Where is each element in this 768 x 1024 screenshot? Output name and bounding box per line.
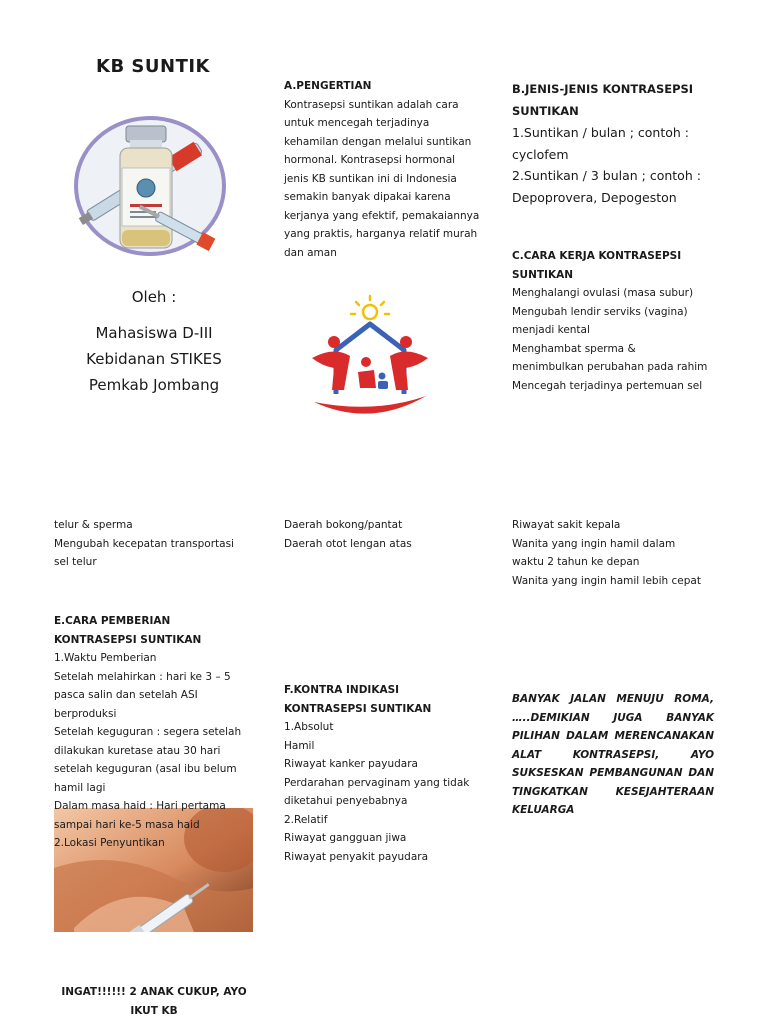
section-a-heading: A.PENGERTIAN: [284, 80, 372, 92]
section-a-line: hormonal. Kontrasepsi hormonal: [284, 154, 456, 166]
section-f-line: Perdarahan pervaginam yang tidak: [284, 776, 470, 789]
section-b-heading: B.JENIS-JENIS KONTRASEPSI: [512, 82, 694, 96]
section-e-line: sampai hari ke-5 masa haid: [54, 818, 200, 831]
section-f-heading: F.KONTRA INDIKASI: [284, 684, 400, 696]
author-line: Kebidanan STIKES: [86, 350, 222, 368]
section-a-line: kehamilan dengan melalui suntikan: [284, 135, 472, 148]
section-f-line: 2.Relatif: [284, 813, 328, 826]
section-b-line: cyclofem: [512, 146, 569, 162]
section-b-line: Depoprovera, Depogeston: [512, 189, 677, 205]
author-block: [54, 284, 254, 398]
section-f-line: 1.Absolut: [284, 721, 334, 733]
section-e-line: Setelah melahirkan : hari ke 3 – 5: [54, 670, 231, 683]
text-line: Wanita yang ingin hamil lebih cepat: [512, 574, 701, 587]
section-a-line: untuk mencegah terjadinya: [284, 117, 430, 129]
reminder-line: INGAT!!!!!! 2 ANAK CUKUP, AYO: [61, 986, 247, 998]
text-line: telur & sperma: [54, 519, 133, 531]
section-a-line: jenis KB suntikan ini di Indonesia: [284, 172, 457, 185]
section-e-line: Dalam masa haid : Hari pertama: [54, 800, 226, 812]
section-f-line: Hamil: [284, 739, 315, 752]
oleh-label: Oleh :: [131, 288, 177, 306]
section-c: [512, 247, 742, 395]
section-e-line: dilakukan kuretase atau 30 hari: [54, 744, 221, 757]
section-e-line: hamil lagi: [54, 781, 106, 794]
slogan-text: BANYAK JALAN MENUJU ROMA, …..DEMIKIAN JUGA BANYAK PILIHAN DALAM MERENCANAKAN ALAT KONTRASEPSI, AYO SUKSESKAN PEMBANGUNAN DAN TINGKATKAN KESEJAHTERAAN KELUARGA: [512, 693, 714, 816]
document-title: KB SUNTIK: [96, 56, 211, 77]
section-e-line: berproduksi: [54, 707, 117, 720]
family-planning-logo: [304, 290, 436, 422]
section-e-line: setelah keguguran (asal ibu belum: [54, 763, 237, 775]
column-2-continued: [284, 516, 494, 553]
section-f-line: diketahui penyebabnya: [284, 795, 408, 807]
section-c-heading: C.CARA KERJA KONTRASEPSI: [512, 250, 682, 262]
section-e: [54, 612, 264, 853]
section-c-line: Mengubah lendir serviks (vagina): [512, 305, 688, 318]
section-c-line: menjadi kental: [512, 324, 590, 336]
section-a-line: semakin banyak dipakai karena: [284, 191, 451, 203]
section-a-line: dan aman: [284, 246, 337, 259]
column-3-continued: [512, 516, 742, 590]
text-line: Wanita yang ingin hamil dalam: [512, 537, 676, 550]
author-line: Mahasiswa D-III: [95, 324, 213, 342]
section-c-line: Menghalangi ovulasi (masa subur): [512, 287, 694, 299]
reminder-line: IKUT KB: [130, 1005, 178, 1017]
section-a: [284, 77, 494, 262]
section-b-heading: SUNTIKAN: [512, 103, 579, 118]
section-b-line: 2.Suntikan / 3 bulan ; contoh :: [512, 168, 701, 183]
section-b-line: 1.Suntikan / bulan ; contoh :: [512, 125, 690, 140]
section-c-line: Mencegah terjadinya pertemuan sel: [512, 379, 703, 392]
section-a-line: Kontrasepsi suntikan adalah cara: [284, 98, 459, 111]
text-line: waktu 2 tahun ke depan: [512, 556, 640, 568]
section-f-line: Riwayat penyakit payudara: [284, 850, 429, 863]
section-a-line: kerjanya yang efektif, pemakaiannya: [284, 209, 480, 222]
injection-vial-image: [68, 112, 228, 260]
section-e-line: 1.Waktu Pemberian: [54, 652, 157, 664]
reminder-text: [54, 983, 254, 1021]
author-line: Pemkab Jombang: [88, 376, 220, 394]
text-line: Daerah otot lengan atas: [284, 537, 412, 550]
section-f-line: Riwayat gangguan jiwa: [284, 832, 407, 844]
section-c-line: menimbulkan perubahan pada rahim: [512, 361, 708, 373]
section-e-line: Setelah keguguran : segera setelah: [54, 726, 242, 738]
section-e-heading: KONTRASEPSI SUNTIKAN: [54, 633, 202, 646]
text-line: sel telur: [54, 556, 97, 568]
section-f-heading: KONTRASEPSI SUNTIKAN: [284, 702, 432, 715]
section-c-heading: SUNTIKAN: [512, 268, 573, 281]
column-1-continued: [54, 516, 264, 572]
section-b: [512, 79, 742, 208]
section-c-line: Menghambat sperma &: [512, 342, 636, 355]
section-f: [284, 681, 494, 866]
section-e-line: pasca salin dan setelah ASI: [54, 689, 198, 701]
section-e-heading: E.CARA PEMBERIAN: [54, 615, 171, 627]
text-line: Riwayat sakit kepala: [512, 519, 621, 531]
text-line: Daerah bokong/pantat: [284, 519, 403, 531]
section-a-line: yang praktis, harganya relatif murah: [284, 228, 478, 240]
section-e-line: 2.Lokasi Penyuntikan: [54, 837, 165, 849]
text-line: Mengubah kecepatan transportasi: [54, 537, 234, 550]
section-f-line: Riwayat kanker payudara: [284, 758, 418, 770]
